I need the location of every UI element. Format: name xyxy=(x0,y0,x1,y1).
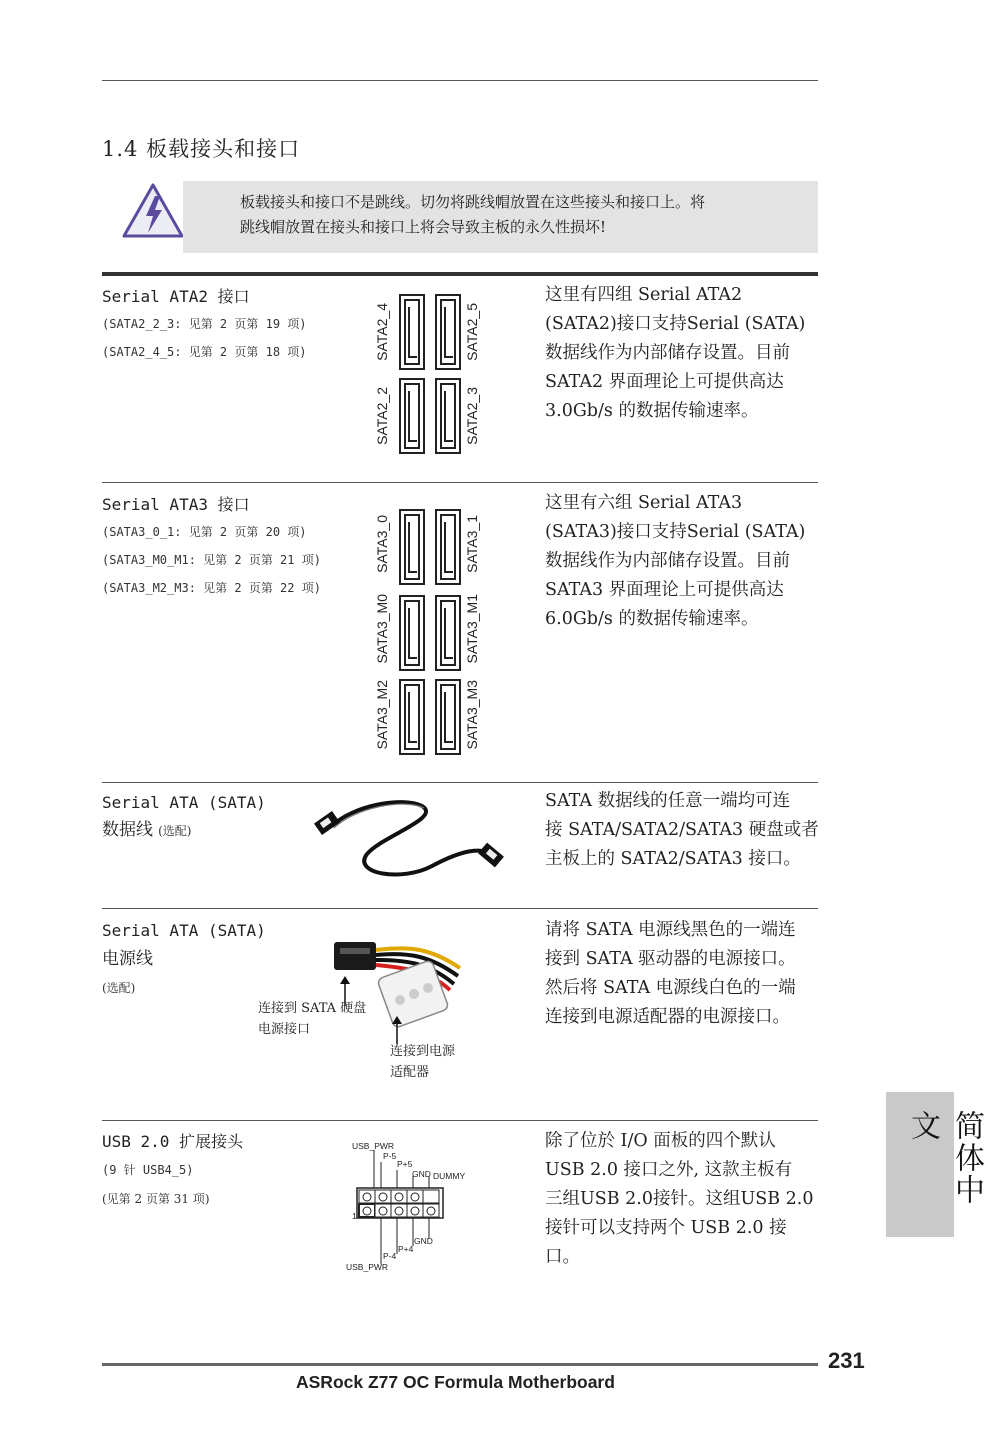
sata3-connector-diagram xyxy=(396,508,464,758)
cable-description xyxy=(545,787,825,874)
sata2-label-4: SATA2_4 xyxy=(374,303,390,361)
usb-desc-line: USB 2.0 接口之外, 这款主板有 xyxy=(545,1160,793,1180)
warning-line-2: 跳线帽放置在接头和接口上将会导致主板的永久性损坏! xyxy=(240,218,607,236)
cable-title-1: Serial ATA (SATA) xyxy=(102,793,266,812)
sata2-label-3: SATA2_3 xyxy=(464,387,480,445)
usb-desc-line: 接针可以支持两个 USB 2.0 接 xyxy=(545,1218,787,1238)
callout-sata-drive xyxy=(258,998,366,1040)
thick-rule xyxy=(102,272,818,276)
usb-sub-2: (见第 2 页第 31 项) xyxy=(102,1192,210,1206)
power-title-2: 电源线 xyxy=(102,949,153,969)
usb-desc-line: 口。 xyxy=(545,1247,580,1267)
cable-title-2: 数据线 xyxy=(102,820,153,840)
language-tab-label: 简体中文 xyxy=(905,1110,984,1206)
cable-optional: (选配) xyxy=(158,824,192,838)
sata3-title: Serial ATA3 接口 xyxy=(102,495,250,514)
top-rule xyxy=(102,80,818,81)
sata2-title: Serial ATA2 接口 xyxy=(102,287,250,306)
page-number: 231 xyxy=(828,1348,865,1373)
usb-desc-line: 除了位於 I/O 面板的四个默认 xyxy=(545,1131,776,1151)
sata2-desc-line: (SATA2)接口支持Serial (SATA) xyxy=(545,314,806,334)
power-title-1: Serial ATA (SATA) xyxy=(102,921,266,940)
usb-pin-usb-pwr-bottom: USB_PWR xyxy=(346,1262,389,1272)
usb-sub-1: (9 针 USB4_5) xyxy=(102,1163,194,1177)
sata2-description xyxy=(545,281,825,426)
usb-pin-p+5: P+5 xyxy=(397,1159,413,1169)
usb-desc-line: 三组USB 2.0接针。这组USB 2.0 xyxy=(545,1189,814,1209)
sata-cable-illustration xyxy=(312,796,507,888)
callout-line: 连接到 SATA 硬盘 xyxy=(258,1001,367,1016)
sata3-label-1: SATA3_1 xyxy=(464,515,480,573)
power-description xyxy=(545,916,825,1032)
sata3-sub-1: (SATA3_0_1: 见第 2 页第 20 项) xyxy=(102,525,307,539)
sata2-sub-1: (SATA2_2_3: 见第 2 页第 19 项) xyxy=(102,317,307,331)
sata2-label-2: SATA2_2 xyxy=(374,387,390,445)
language-side-tab xyxy=(886,1092,984,1237)
divider xyxy=(102,908,818,909)
callout-line: 适配器 xyxy=(390,1065,430,1080)
usb-pin-gnd-bottom: GND xyxy=(414,1236,433,1246)
cable-title-row xyxy=(102,816,191,845)
divider xyxy=(102,782,818,783)
callout-line: 电源接口 xyxy=(258,1022,311,1037)
callout-power-adapter xyxy=(390,1041,455,1083)
usb-pin-p+4: P+4 xyxy=(398,1244,414,1254)
sata2-desc-line: SATA2 界面理论上可提供高达 xyxy=(545,372,784,392)
warning-icon xyxy=(122,183,184,243)
sata3-label-0: SATA3_0 xyxy=(374,515,390,573)
power-desc-line: 连接到电源适配器的电源接口。 xyxy=(545,1007,790,1027)
usb-pin-1-marker: 1 xyxy=(352,1211,357,1221)
sata3-description xyxy=(545,489,825,634)
divider xyxy=(102,1120,818,1121)
sata3-desc-line: (SATA3)接口支持Serial (SATA) xyxy=(545,522,806,542)
cable-desc-line: 接 SATA/SATA2/SATA3 硬盘或者 xyxy=(545,820,819,840)
power-optional: (选配) xyxy=(102,981,136,995)
sata3-sub-3: (SATA3_M2_M3: 见第 2 页第 22 项) xyxy=(102,581,321,595)
sata3-label-m3: SATA3_M3 xyxy=(464,680,480,750)
sata3-desc-line: SATA3 界面理论上可提供高达 xyxy=(545,580,784,600)
power-desc-line: 接到 SATA 驱动器的电源接口。 xyxy=(545,949,796,969)
power-desc-line: 然后将 SATA 电源线白色的一端 xyxy=(545,978,796,998)
section-heading: 1.4 板载接头和接口 xyxy=(102,137,301,161)
sata3-label-m2: SATA3_M2 xyxy=(374,680,390,750)
usb-pin-usb-pwr-top: USB_PWR xyxy=(352,1141,395,1151)
usb-title: USB 2.0 扩展接头 xyxy=(102,1132,244,1151)
warning-line-1: 板载接头和接口不是跳线。切勿将跳线帽放置在这些接头和接口上。将 xyxy=(240,193,706,211)
footer-rule xyxy=(102,1363,818,1366)
usb-pin-p-5: P-5 xyxy=(383,1151,397,1161)
divider xyxy=(102,482,818,483)
sata2-desc-line: 3.0Gb/s 的数据传输速率。 xyxy=(545,401,759,421)
sata2-sub-2: (SATA2_4_5: 见第 2 页第 18 项) xyxy=(102,345,307,359)
callout-line: 连接到电源 xyxy=(390,1044,456,1059)
usb-pin-gnd-top: GND xyxy=(412,1169,431,1179)
sata3-desc-line: 数据线作为内部储存设置。目前 xyxy=(545,551,790,571)
warning-text xyxy=(240,190,800,240)
sata3-label-m0: SATA3_M0 xyxy=(374,594,390,664)
sata3-desc-line: 这里有六组 Serial ATA3 xyxy=(545,493,743,513)
sata2-label-5: SATA2_5 xyxy=(464,303,480,361)
usb-pin-dummy: DUMMY xyxy=(433,1171,466,1181)
cable-desc-line: SATA 数据线的任意一端均可连 xyxy=(545,791,791,811)
footer-title: ASRock Z77 OC Formula Motherboard xyxy=(296,1372,615,1392)
cable-desc-line: 主板上的 SATA2/SATA3 接口。 xyxy=(545,849,801,869)
sata3-sub-2: (SATA3_M0_M1: 见第 2 页第 21 项) xyxy=(102,553,321,567)
usb-description xyxy=(545,1127,825,1272)
sata3-desc-line: 6.0Gb/s 的数据传输速率。 xyxy=(545,609,759,629)
sata2-connector-diagram xyxy=(396,293,464,457)
usb-pin-p-4: P-4 xyxy=(383,1251,397,1261)
sata2-desc-line: 这里有四组 Serial ATA2 xyxy=(545,285,743,305)
power-desc-line: 请将 SATA 电源线黑色的一端连 xyxy=(545,920,796,940)
sata2-desc-line: 数据线作为内部储存设置。目前 xyxy=(545,343,790,363)
sata3-label-m1: SATA3_M1 xyxy=(464,594,480,664)
